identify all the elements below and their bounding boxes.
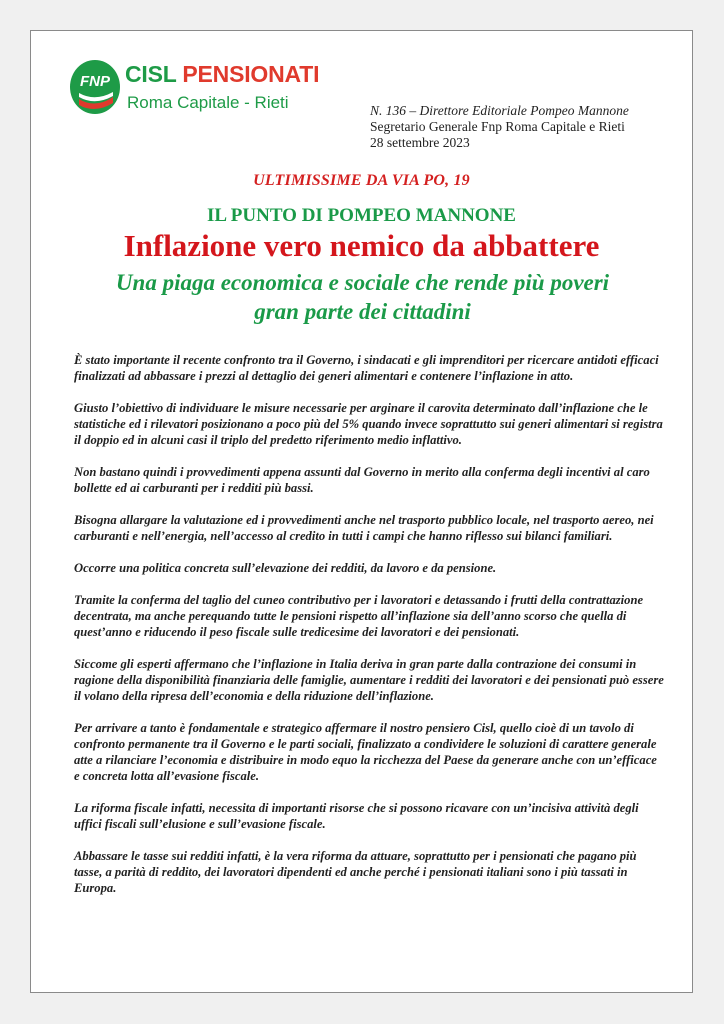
masthead-meta: [370, 103, 629, 151]
article-headline: Inflazione vero nemico da abbattere: [123, 228, 600, 263]
document-page: [30, 30, 693, 993]
body-paragraph: La riforma fiscale infatti, necessita di importanti risorse che si possono ricavare con un’incisiva attività degli uffici fiscali sull’elusione e sull’evasione fiscale.: [74, 801, 639, 831]
issue-editor-line: N. 136 – Direttore Editoriale Pompeo Mannone: [370, 103, 629, 118]
body-paragraph: Tramite la conferma del taglio del cuneo contributivo per i lavoratori e detassando i frutti della contrattazione decentrata, ma anche perequando tutte le pensioni rispetto all’inflazione sia dell’anno scorso che quella di quest’anno e riducendo il peso fiscale sulle tredicesime dei lavoratori e dei pensionati.: [74, 593, 644, 639]
logo-pensionati-text: PENSIONATI: [182, 61, 320, 87]
issue-date: 28 settembre 2023: [370, 135, 470, 150]
body-paragraph: Non bastano quindi i provvedimenti appena assunti dal Governo in merito alla conferma degli incentivi al caro bollette ed ai carburanti per i redditi più bassi.: [74, 465, 650, 495]
body-paragraph: Giusto l’obiettivo di individuare le misure necessarie per arginare il carovita determinato dall’inflazione che le statistiche ed i rilevatori posizionano a poco più del 5% quando invece soprattutto sui generi alimentari si registra il doppio ed in alcuni casi il triplo del predetto riferimento medio inflattivo.: [74, 401, 663, 447]
author-line: IL PUNTO DI POMPEO MANNONE: [207, 205, 516, 226]
article-body: [74, 352, 664, 912]
body-paragraph: Occorre una politica concreta sull’elevazione dei redditi, da lavoro e da pensione.: [74, 561, 497, 575]
body-paragraph: È stato importante il recente confronto tra il Governo, i sindacati e gli imprenditori per ricercare antidoti efficaci finalizzati ad abbassare i prezzi al dettaglio dei generi alimentari e contenere l’inflazione in atto.: [74, 353, 659, 383]
body-paragraph: Per arrivare a tanto è fondamentale e strategico affermare il nostro pensiero Cisl, quello cioè di un tavolo di confronto permanente tra il Governo e le parti sociali, finalizzato a condividere le soluzioni di carattere generale atte a rilanciare l’economia e distribuire in modo equo la ricchezza del Paese da generare anche con un’efficace e concreta lotta all’evasione fiscale.: [74, 721, 657, 783]
fnp-badge-icon: [69, 59, 121, 115]
subhead-line: Una piaga economica e sociale che rende più poveri: [115, 270, 610, 295]
subhead-line: gran parte dei cittadini: [254, 299, 471, 324]
body-paragraph: Bisogna allargare la valutazione ed i provvedimenti anche nel trasporto pubblico locale, nel trasporto aereo, nei carburanti e nell’energia, nell’accesso al credito in tutti i campi che hanno riflesso sui bilanci familiari.: [74, 513, 654, 543]
logo-cisl-text: CISL: [125, 61, 177, 87]
fnp-cisl-logo: [69, 59, 325, 117]
logo-wordmark: [125, 61, 319, 87]
article-subhead: [41, 268, 684, 326]
section-kicker: ULTIMISSIME DA VIA PO, 19: [253, 172, 470, 189]
secretary-line: Segretario Generale Fnp Roma Capitale e Rieti: [370, 119, 625, 134]
body-paragraph: Abbassare le tasse sui redditi infatti, è la vera riforma da attuare, soprattutto per i pensionati che pagano più tasse, a parità di reddito, dei lavoratori dipendenti ed anche perché i pensionati italiani sono i più tassati in Europa.: [74, 849, 637, 895]
logo-subtitle: Roma Capitale - Rieti: [127, 93, 289, 112]
body-paragraph: Siccome gli esperti affermano che l’inflazione in Italia deriva in gran parte dalla contrazione dei consumi in ragione della disponibilità finanziaria delle famiglie, aumentare i redditi dei lavoratori e dei pensionati può essere il volano della ripresa dell’economia e della riduzione dell’inflazione.: [74, 657, 664, 703]
fnp-badge-text: FNP: [80, 73, 110, 90]
